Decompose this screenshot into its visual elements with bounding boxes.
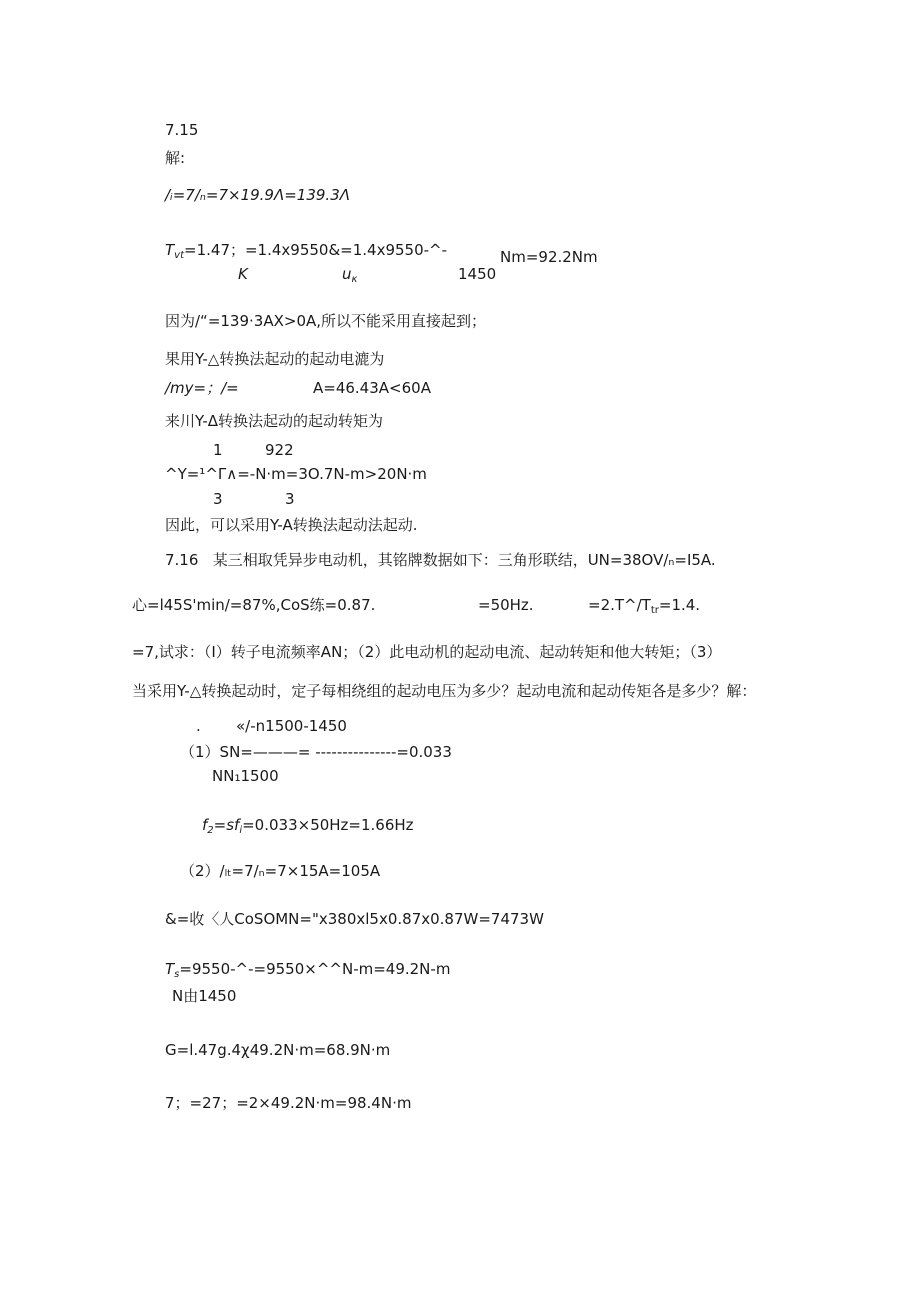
direct-start-conclusion: 因为/“=139·3AX>0A,所以不能采用直接起到；: [165, 312, 487, 330]
problem-number-7-15: 7.15: [165, 121, 199, 139]
fraction-k: K: [238, 265, 248, 283]
slip-denominator: NN₁1500: [212, 767, 279, 785]
equation-star-delta-torque: ^Y=¹^Γ∧=-N·m=3O.7N-m>20N·m: [165, 465, 427, 483]
fraction-u-symbol: u: [342, 265, 352, 283]
equation-starting-current: /ᵢ=7/ₙ=7×19.9Λ=139.3Λ: [165, 186, 350, 204]
fraction-u: [342, 265, 357, 289]
rotor-frequency-result: =0.033×50Hz=1.66Hz: [242, 816, 414, 834]
rated-torque-expression: =9550-^-=9550×^^N-m=49.2N-m: [179, 960, 451, 978]
rotor-f-symbol: f: [202, 816, 208, 834]
fraction-denominator-3b: 3: [285, 490, 295, 508]
slip-numerator: «/-n1500-1450: [236, 717, 347, 735]
equation-slip: （1）SN=———= ---------------=0.033: [180, 743, 452, 761]
fraction-u-subscript: κ: [351, 274, 358, 285]
equation-rotor-frequency: [202, 816, 414, 840]
torque-ratio-subscript: tr: [650, 605, 659, 616]
rotor-sf-subscript: i: [239, 825, 243, 836]
star-delta-current-heading: 果用Y-△转换法起动的起动电漉为: [165, 350, 385, 368]
fraction-numerator-922: 922: [265, 441, 294, 459]
rated-torque-denominator: N由1450: [172, 987, 237, 1005]
solution-label: 解:: [165, 149, 186, 167]
nameplate-frequency: =50Hz.: [478, 596, 534, 614]
problem-7-16-questions: =7,试求：（I）转子电流频率AN；（2）此电动机的起动电流、起动转矩和他大转矩；（3）: [132, 643, 722, 661]
star-delta-current-result: A=46.43A<60A: [313, 379, 431, 397]
torque-ratio-text: =2.T^/T: [588, 596, 651, 614]
rated-torque-symbol: T: [165, 960, 175, 978]
nameplate-torque-ratio: [588, 596, 700, 620]
fraction-denominator-3a: 3: [213, 490, 223, 508]
torque-subscript: vt: [174, 250, 185, 261]
rotor-sf-text: =sf: [213, 816, 240, 834]
star-delta-conclusion: 因此，可以采用Y-A转换法起动法起动.: [165, 516, 418, 534]
stray-dot: .: [196, 717, 201, 735]
star-delta-torque-heading: 来川Y-Δ转换法起动的起动转矩为: [165, 412, 384, 430]
torque-symbol: T: [165, 241, 175, 259]
nameplate-speed-efficiency: 心=l45S'min/=87%,CoS练=0.87.: [132, 596, 376, 614]
fraction-1450: 1450: [458, 265, 497, 283]
equation-torque: [165, 241, 447, 265]
rated-torque-subscript: s: [174, 969, 180, 980]
torque-ratio-value: =1.4.: [658, 596, 701, 614]
equation-starting-torque: G=l.47g.4χ49.2N·m=68.9N·m: [165, 1041, 391, 1059]
equation-power: &=收〈人CoSOMN="x380xl5x0.87x0.87W=7473W: [165, 910, 544, 928]
star-delta-current-lhs: /my=；/=: [165, 379, 239, 397]
torque-result: Nm=92.2Nm: [500, 248, 598, 266]
equation-max-torque: 7；=27；=2×49.2N·m=98.4N·m: [165, 1094, 412, 1112]
fraction-numerator-1: 1: [213, 441, 223, 459]
torque-expression: =1.47；=1.4x9550&=1.4x9550-^-: [184, 241, 448, 259]
problem-7-16-statement: 7.16 某三相取凭异步电动机，其铭牌数据如下：三角形联结，UN=38OV/ₙ=I5A.: [165, 551, 716, 569]
rotor-f-subscript: 2: [207, 825, 214, 836]
equation-starting-current-2: （2）/ₗₜ=7/ₙ=7×15A=105A: [180, 862, 381, 880]
problem-7-16-questions-cont: 当采用Y-△转换起动时，定子每相绕组的起动电压为多少？起动电流和起动传矩各是多少？解：: [132, 682, 757, 700]
equation-rated-torque: [165, 960, 450, 984]
